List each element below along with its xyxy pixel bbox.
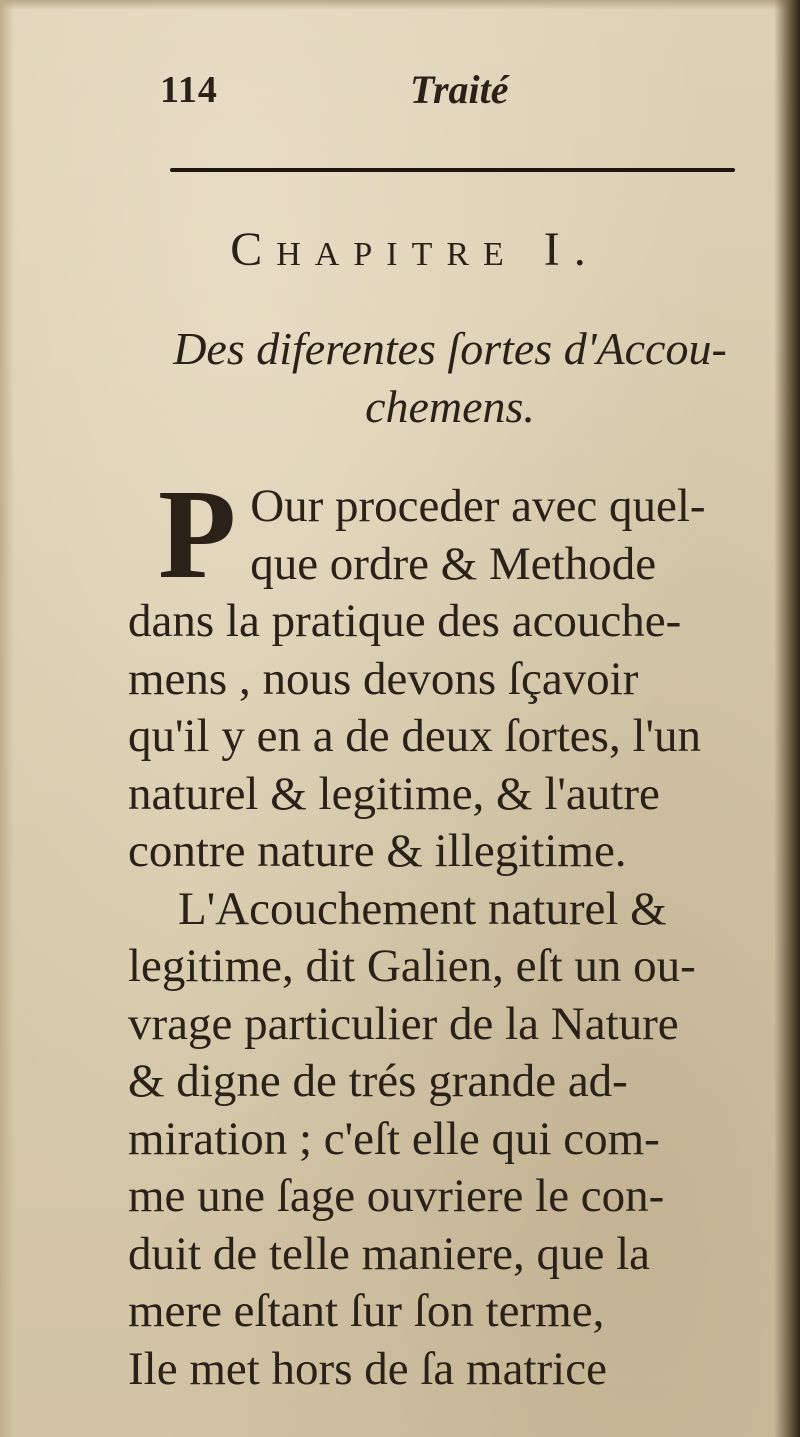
chapter-subtitle xyxy=(130,320,770,436)
text-line: me une ſage ouvriere le con- xyxy=(128,1170,665,1222)
page-top-shadow xyxy=(0,0,800,10)
subtitle-line: Des diferentes ſortes d'Accou- xyxy=(173,323,727,374)
text-line: naturel & legitime, & l'autre xyxy=(128,767,660,820)
text-line: qu'il y en a de deux ſortes, l'un xyxy=(128,710,701,762)
running-head xyxy=(0,60,800,120)
subtitle-line: chemens. xyxy=(365,381,535,432)
running-title: Traité xyxy=(410,67,509,112)
page-left-shadow xyxy=(0,0,14,1437)
page-number: 114 xyxy=(160,69,218,111)
text-line: L'Acouchement naturel & xyxy=(178,882,667,935)
chapter-heading: Chapitre I. xyxy=(230,223,600,276)
text-line: vrage particulier de la Nature xyxy=(128,997,679,1050)
text-line: mere eſtant ſur ſon terme, xyxy=(128,1285,605,1337)
text-line: Our proceder avec quel- xyxy=(250,480,706,532)
drop-cap: P xyxy=(158,463,237,605)
text-line: dans la pratique des acouche- xyxy=(128,595,682,647)
text-line: Ile met hors de ſa matrice xyxy=(128,1342,607,1395)
paragraph-1 xyxy=(128,463,768,881)
paragraph-2 xyxy=(128,881,768,1399)
text-line: & digne de trés grande ad- xyxy=(128,1055,628,1107)
text-line: miration ; c'eſt elle qui com- xyxy=(128,1112,660,1165)
header-rule xyxy=(170,168,735,172)
text-line: duit de telle maniere, que la xyxy=(128,1227,651,1280)
text-line: legitime, dit Galien, eſt un ou- xyxy=(128,940,696,992)
text-line: contre nature & illegitime. xyxy=(128,825,627,877)
text-line: mens , nous devons ſçavoir xyxy=(128,652,639,705)
body-text xyxy=(128,463,768,1398)
text-line: que ordre & Methode xyxy=(250,537,657,590)
page-gutter-shadow xyxy=(774,0,800,1437)
